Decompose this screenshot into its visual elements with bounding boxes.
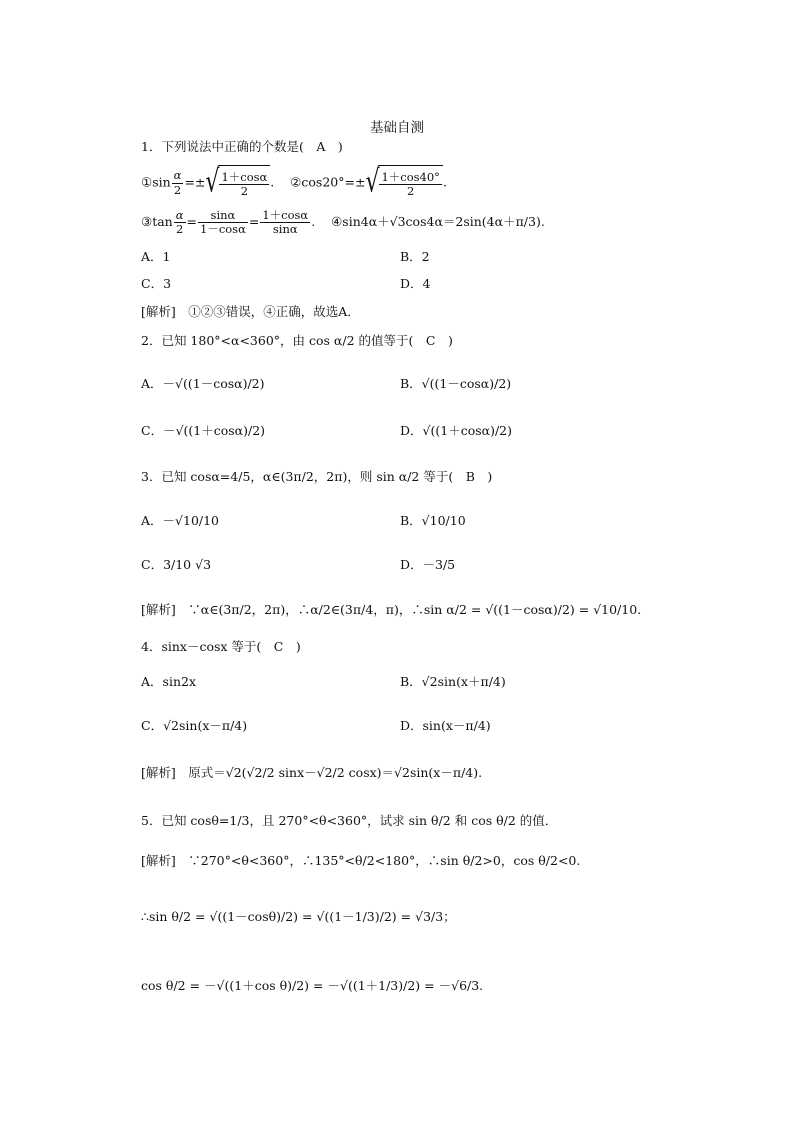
q1-option-a: A．1 bbox=[141, 249, 171, 264]
q1-s4: ④sin4α＋√3cos4α＝2sin(4α＋π/3) bbox=[331, 214, 541, 229]
q1-option-d: D．4 bbox=[400, 276, 431, 291]
q5-stem: 5．已知 cosθ=1/3，且 270°<θ<360°，试求 sin θ/2 和 cos θ/2 的值． bbox=[141, 813, 558, 828]
q4-option-d: D．sin(x－π/4) bbox=[400, 718, 491, 733]
q4-stem: 4．sinx－cosx 等于( C ) bbox=[141, 639, 301, 654]
q1-s1-sqrt: √ $\frac{1+\cos\alpha}{2}$ bbox=[205, 165, 270, 201]
q3-option-c: C．3/10 √3 bbox=[141, 557, 212, 572]
q1-statements-1-2: ①sin $\frac{\alpha}{2}$ =±√ $\frac{1+\cos\alpha}{2}$ . ②cos20°=±√ $\frac{1+\cos 40^\circ}{2}$ . bbox=[141, 164, 447, 200]
q3-analysis: [解析] ∵α∈(3π/2，2π)，∴α/2∈(3π/4，π)，∴sin α/2 = √((1－cosα)/2) = √10/10. bbox=[141, 602, 642, 617]
q2-option-d: D．√((1＋cosα)/2) bbox=[400, 423, 512, 438]
q4-option-c: C．√2sin(x－π/4) bbox=[141, 718, 248, 733]
q1-s3-prefix: ③tan bbox=[141, 214, 173, 229]
q1-s1-prefix: ①sin bbox=[141, 174, 171, 190]
q1-stem: 1．下列说法中正确的个数是( A ) bbox=[141, 139, 343, 154]
q1-s2-sqrt: √ $\frac{1+\cos 40^\circ}{2}$ bbox=[365, 165, 443, 201]
q2-option-b: B．√((1－cosα)/2) bbox=[400, 376, 512, 391]
q1-s3-fraction-1: $\frac{\sin\alpha}{1-\cos\alpha}$ bbox=[200, 207, 246, 236]
q4-option-b: B．√2sin(x＋π/4) bbox=[400, 674, 506, 689]
q1-s2-prefix: ②cos20°=± bbox=[290, 174, 366, 190]
section-title: 基础自测 bbox=[370, 120, 424, 136]
q1-half-angle-fraction: $\frac{\alpha}{2}$ bbox=[173, 168, 182, 197]
q1-statements-3-4: ③tan $\frac{\alpha}{2}$ = $\frac{\sin\alpha}{1-\cos\alpha}$ = $\frac{1+\cos\alpha}{\sin\alpha}$ . ④sin4α＋√3cos4α＝2sin(4α＋π/3). bbox=[141, 207, 545, 236]
q4-option-a: A．sin2x bbox=[141, 674, 196, 689]
q2-option-a: A．－√((1－cosα)/2) bbox=[141, 376, 265, 391]
q1-s3-fraction-2: $\frac{1+\cos\alpha}{\sin\alpha}$ bbox=[262, 207, 309, 236]
q1-s1-pm: =± bbox=[184, 174, 206, 190]
q4-analysis: [解析] 原式＝√2(√2/2 sinx－√2/2 cosx)＝√2sin(x－π/4). bbox=[141, 765, 483, 780]
q1-s3-half: $\frac{\alpha}{2}$ bbox=[175, 207, 184, 236]
q3-stem: 3．已知 cosα=4/5，α∈(3π/2，2π)，则 sin α/2 等于( B ) bbox=[141, 469, 493, 484]
q5-analysis-line-2: ∴sin θ/2 = √((1－cosθ)/2) = √((1－1/3)/2) = √3/3； bbox=[141, 909, 456, 924]
q1-analysis: [解析] ①②③错误，④正确，故选A． bbox=[141, 304, 360, 319]
q5-analysis-line-1: [解析] ∵270°<θ<360°，∴135°<θ/2<180°，∴sin θ/2>0，cos θ/2<0. bbox=[141, 853, 581, 868]
q2-option-c: C．－√((1＋cosα)/2) bbox=[141, 423, 266, 438]
q3-option-a: A．－√10/10 bbox=[141, 513, 220, 528]
q3-option-b: B．√10/10 bbox=[400, 513, 466, 528]
q3-option-d: D．－3/5 bbox=[400, 557, 456, 572]
q1-option-b: B．2 bbox=[400, 249, 430, 264]
q1-option-c: C．3 bbox=[141, 276, 172, 291]
q5-analysis-line-3: cos θ/2 = －√((1＋cos θ)/2) = －√((1＋1/3)/2) = －√6/3. bbox=[141, 978, 484, 993]
q2-stem: 2．已知 180°<α<360°，由 cos α/2 的值等于( C ) bbox=[141, 333, 453, 348]
